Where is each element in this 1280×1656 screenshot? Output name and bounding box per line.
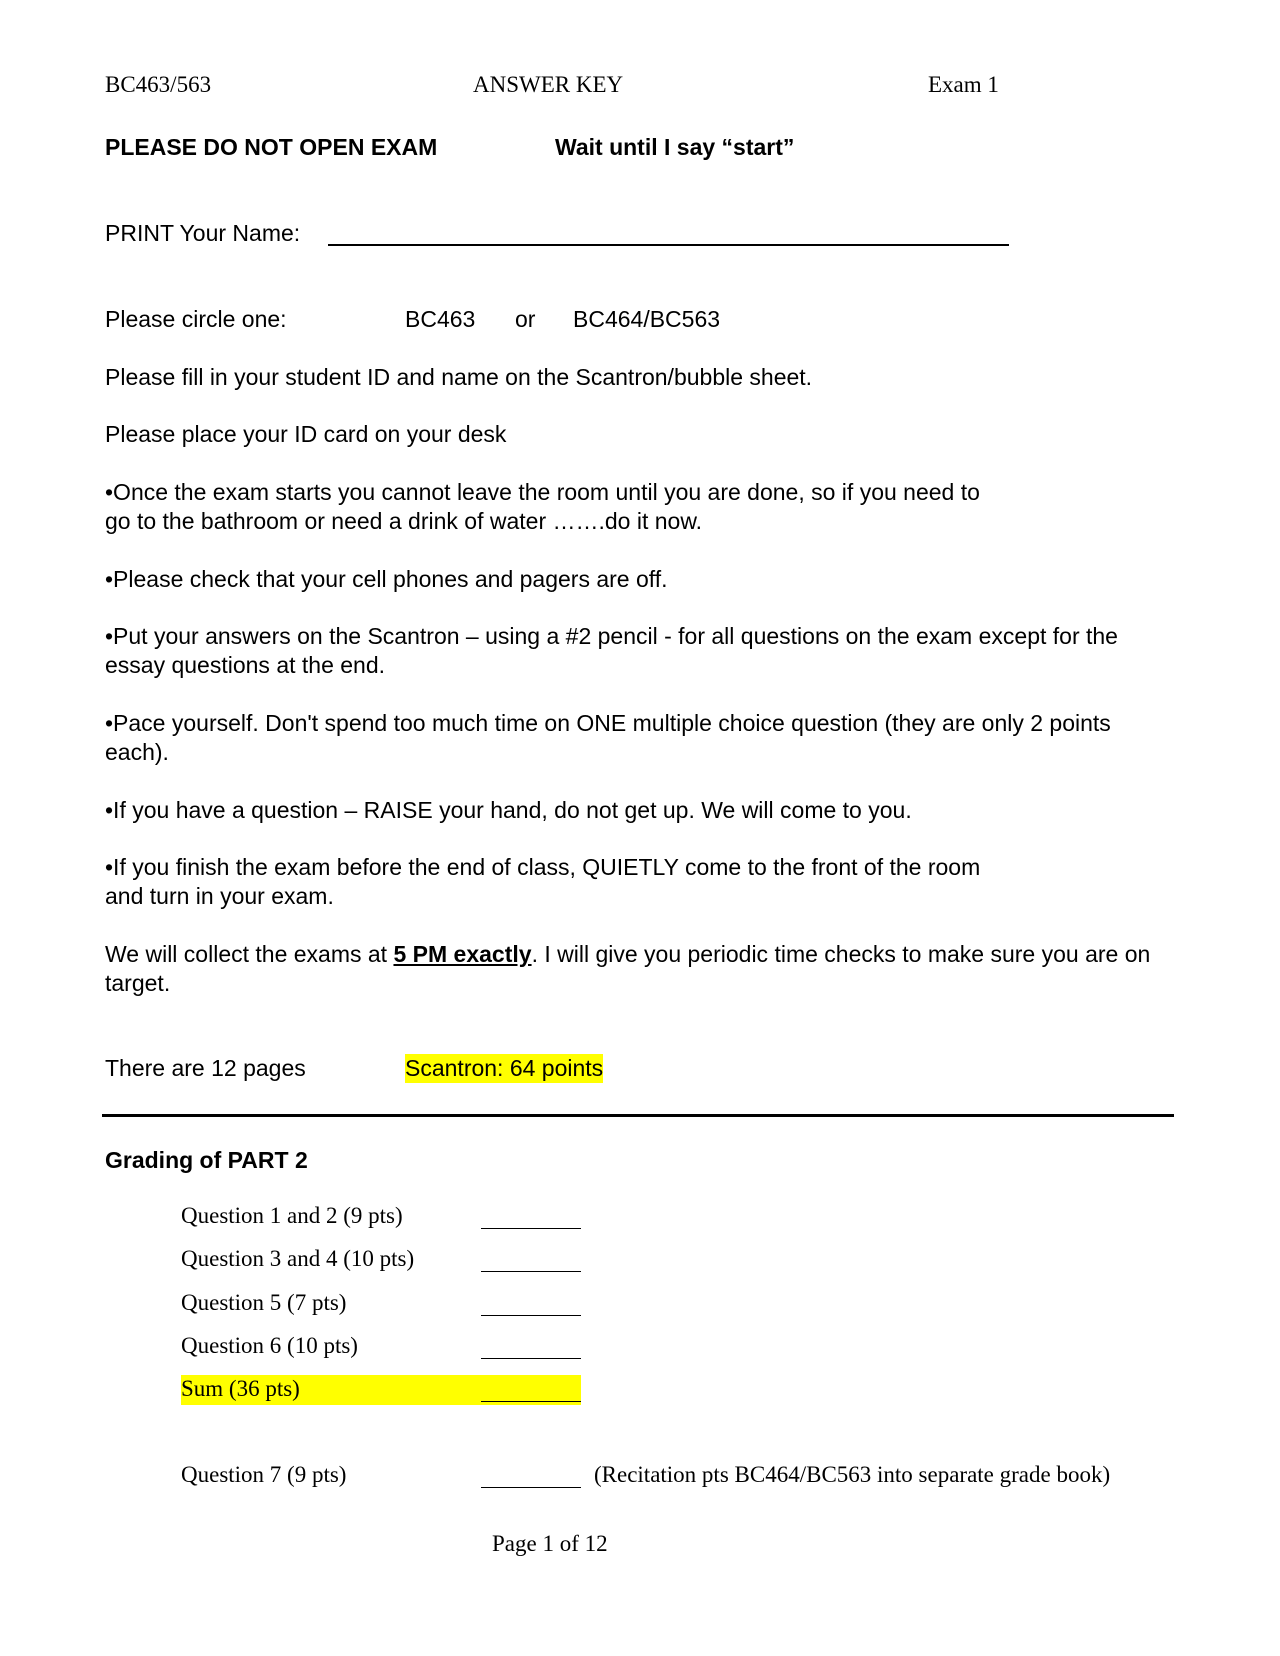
option-bc463[interactable]: BC463 xyxy=(405,306,476,332)
section-divider xyxy=(102,1114,1174,1117)
q7-note: (Recitation pts BC464/BC563 into separate grade book) xyxy=(594,1462,1111,1487)
bullet-finish: •If you finish the exam before the end of class, QUIETLY come to the front of the room and turn in your exam. xyxy=(105,854,981,909)
scantron-points: Scantron: 64 points xyxy=(405,1055,604,1081)
bullet-pace: •Pace yourself. Don't spend too much time on ONE multiple choice question (they are only 2 points each). xyxy=(105,710,1111,765)
collect-pre-text: We will collect the exams at xyxy=(105,941,394,967)
fill-id-instruction: Please fill in your student ID and name on the Scantron/bubble sheet. xyxy=(105,364,813,390)
q7-blank[interactable] xyxy=(481,1462,581,1488)
bullet-phones: •Please check that your cell phones and pagers are off. xyxy=(105,566,668,592)
sum-blank[interactable] xyxy=(481,1376,581,1402)
grade-row-label: Question 1 and 2 (9 pts) xyxy=(181,1203,403,1228)
grade-row-label: Question 3 and 4 (10 pts) xyxy=(181,1246,415,1271)
grade-row-label: Question 5 (7 pts) xyxy=(181,1290,347,1315)
page-count: There are 12 pages xyxy=(105,1055,306,1081)
course-code: BC463/563 xyxy=(105,72,212,97)
collect-time-paragraph xyxy=(105,940,1185,998)
option-bc464-bc563[interactable]: BC464/BC563 xyxy=(573,306,721,332)
circle-label: Please circle one: xyxy=(105,306,287,332)
id-card-instruction: Please place your ID card on your desk xyxy=(105,421,507,447)
grade-row-blank[interactable] xyxy=(481,1203,581,1229)
collect-time-emphasis: 5 PM exactly xyxy=(393,941,532,967)
bullet-question: •If you have a question – RAISE your hand, do not get up. We will come to you. xyxy=(105,797,912,823)
grade-row-blank[interactable] xyxy=(481,1290,581,1316)
exam-number: Exam 1 xyxy=(928,72,999,97)
page-number: Page 1 of 12 xyxy=(492,1531,608,1556)
collect-post-text: . I will give you periodic time checks to make sure you are on target. xyxy=(105,941,1151,996)
bullet-scantron: •Put your answers on the Scantron – using a #2 pencil - for all questions on the exam except for the essay questions at the end. xyxy=(105,623,1118,678)
q7-label: Question 7 (9 pts) xyxy=(181,1462,347,1487)
grade-row-blank[interactable] xyxy=(481,1333,581,1359)
name-line[interactable] xyxy=(328,244,1009,246)
do-not-open-warning: PLEASE DO NOT OPEN EXAM xyxy=(105,134,438,160)
wait-instruction: Wait until I say “start” xyxy=(555,134,795,160)
answer-key-label: ANSWER KEY xyxy=(473,72,624,97)
name-prompt: PRINT Your Name: xyxy=(105,220,301,246)
option-or: or xyxy=(515,306,536,332)
grade-row-label: Question 6 (10 pts) xyxy=(181,1333,358,1358)
grade-row-blank[interactable] xyxy=(481,1246,581,1272)
grading-title: Grading of PART 2 xyxy=(105,1147,308,1173)
bullet-leave-room: •Once the exam starts you cannot leave the room until you are done, so if you need to go to the bathroom or need a drink of water …….do it now. xyxy=(105,479,980,534)
sum-label: Sum (36 pts) xyxy=(181,1376,300,1401)
